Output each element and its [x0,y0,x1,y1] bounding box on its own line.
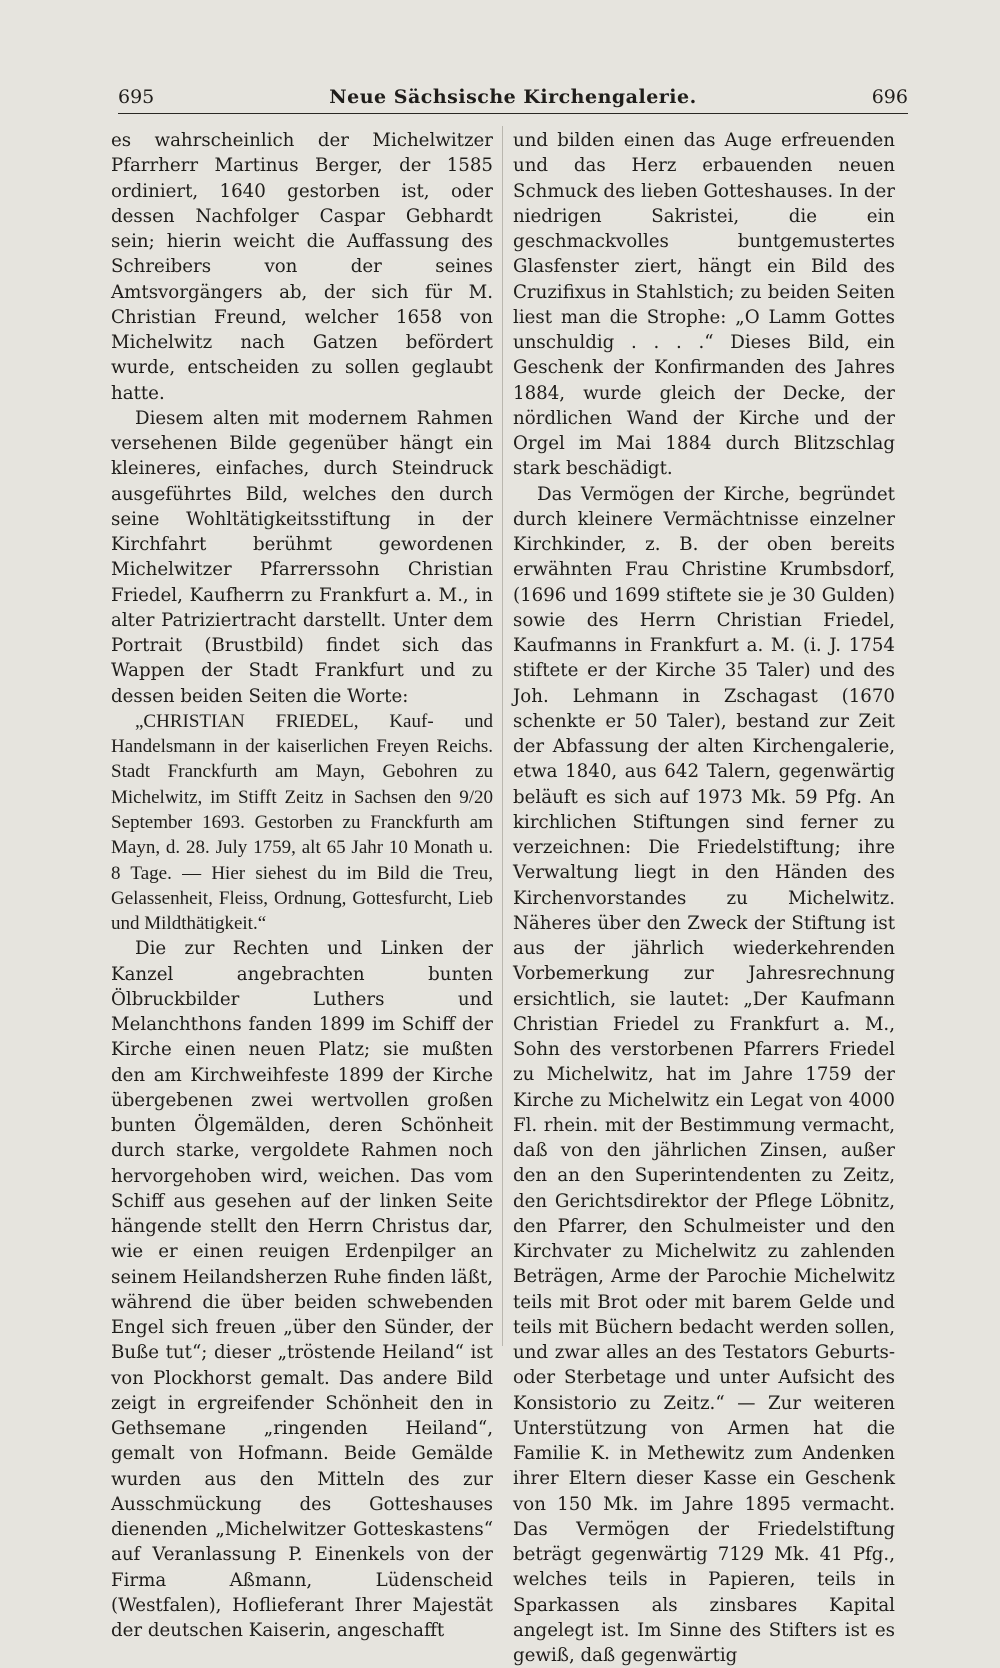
page-number-left: 695 [118,86,154,108]
right-paragraph-1: und bilden einen das Auge erfreuenden und das Herz erbauenden neuen Schmuck des lieben Gotteshauses. In der niedrigen Sakristei, die ein geschmackvolles buntgemustertes Glasfenster ziert, hängt ein Bild des Cruzifixus in Stahlstich; zu beiden Seiten liest man die Strophe: „O Lamm Gottes unschuldig . . . .“ Dieses Bild, ein Geschenk der Konfirmanden des Jahres 1884, wurde gleich der Decke, der nördlichen Wand der Kirche und der Orgel im Mai 1884 durch Blitzschlag stark beschädigt. [513,128,895,482]
right-column [513,128,895,1668]
left-paragraph-3: Die zur Rechten und Linken der Kanzel angebrachten bunten Ölbruckbilder Luthers und Melanchthons fanden 1899 im Schiff der Kirche einen neuen Platz; sie mußten den am Kirchweihfeste 1899 der Kirche übergebenen zwei wertvollen großen bunten Ölgemälden, deren Schönheit durch starke, vergoldete Rahmen noch hervorgehoben wird, weichen. Das vom Schiff aus gesehen auf der linken Seite hängende stellt den Herrn Christus dar, wie er einen reuigen Erdenpilger an seinem Heilandsherzen Ruhe finden läßt, während die über beiden schwebenden Engel sich freuen „über den Sünder, der Buße tut“; dieser „tröstende Heiland“ ist von Plockhorst gemalt. Das andere Bild zeigt in ergreifender Schönheit den in Gethsemane „ringenden Heiland“, gemalt von Hofmann. Beide Gemälde wurden aus den Mitteln des zur Ausschmückung des Gotteshauses dienenden „Michelwitzer Gotteskastens“ auf Veranlassung P. Einenkels von der Firma Aßmann, Lüdenscheid (Westfalen), Hoflieferant Ihrer Majestät der deutschen Kaiserin, angeschafft [111,936,493,1643]
running-title: Neue Sächsische Kirchengalerie. [329,86,696,108]
header-rule [118,113,908,114]
portrait-inscription-quote: „CHRISTIAN FRIEDEL, Kauf- und Handelsmann in der kaiserlichen Freyen Reichs. Stadt Franckfurth am Mayn, Gebohren zu Michelwitz, im Stifft Zeitz in Sachsen den 9/20 September 1693. Gestorben zu Franckfurth am Mayn, d. 28. July 1759, alt 65 Jahr 10 Monath u. 8 Tage. — Hier siehest du im Bild die Treu, Gelassenheit, Fleiss, Ordnung, Gottesfurcht, Lieb und Mildthätigkeit.“ [111,709,493,937]
left-paragraph-1: es wahrscheinlich der Michelwitzer Pfarrherr Martinus Berger, der 1585 ordiniert, 1640 gestorben ist, oder dessen Nachfolger Caspar Gebhardt sein; hierin weicht die Auffassung des Schreibers von der seines Amtsvorgängers ab, der sich für M. Christian Freund, welcher 1658 von Michelwitz nach Gatzen befördert wurde, entscheiden zu sollen geglaubt hatte. [111,128,493,406]
page-number-right: 696 [872,86,908,108]
left-column [111,128,493,1643]
column-divider [502,126,503,1346]
right-paragraph-2: Das Vermögen der Kirche, begründet durch kleinere Vermächtnisse einzelner Kirchkinder, z. B. der oben bereits erwähnten Frau Christine Krumbsdorf, (1696 und 1699 stiftete sie je 30 Gulden) sowie des Herrn Christian Friedel, Kaufmanns in Frankfurt a. M. (i. J. 1754 stiftete er der Kirche 35 Taler) und des Joh. Lehmann in Zschagast (1670 schenkte er 50 Taler), bestand zur Zeit der Abfassung der alten Kirchengalerie, etwa 1840, aus 642 Talern, gegenwärtig beläuft es sich auf 1973 Mk. 59 Pfg. An kirchlichen Stiftungen sind ferner zu verzeichnen: Die Friedelstiftung; ihre Verwaltung liegt in den Händen des Kirchenvorstandes zu Michelwitz. Näheres über den Zweck der Stiftung ist aus der jährlich wiederkehrenden Vorbemerkung zur Jahresrechnung ersichtlich, sie lautet: „Der Kaufmann Christian Friedel zu Frankfurt a. M., Sohn des verstorbenen Pfarrers Friedel zu Michelwitz, hat im Jahre 1759 der Kirche zu Michelwitz ein Legat von 4000 Fl. rhein. mit der Bestimmung vermacht, daß von den jährlichen Zinsen, außer den an den Superintendenten zu Zeitz, den Gerichtsdirektor der Pflege Löbnitz, den Pfarrer, den Schulmeister und den Kirchvater zu Michelwitz zu zahlenden Beträgen, Arme der Parochie Michelwitz teils mit Brot oder mit barem Gelde und teils mit Büchern bedacht werden sollen, und zwar alles an des Testators Geburts- oder Sterbetage und unter Aufsicht des Konsistorio zu Zeitz.“ — Zur weiteren Unterstützung von Armen hat die Familie K. in Methewitz zum Andenken ihrer Eltern dieser Kasse ein Geschenk von 150 Mk. im Jahre 1895 vermacht. Das Vermögen der Friedelstiftung beträgt gegenwärtig 7129 Mk. 41 Pfg., welches teils in Papieren, teils in Sparkassen als zinsbares Kapital angelegt ist. Im Sinne des Stifters ist es gewiß, daß gegenwärtig [513,482,895,1668]
left-paragraph-2: Diesem alten mit modernem Rahmen versehenen Bilde gegenüber hängt ein kleineres, einfaches, durch Steindruck ausgeführtes Bild, welches den durch seine Wohltätigkeitsstiftung in der Kirchfahrt berühmt gewordenen Michelwitzer Pfarrerssohn Christian Friedel, Kaufherrn zu Frankfurt a. M., in alter Patriziertracht darstellt. Unter dem Portrait (Brustbild) findet sich das Wappen der Stadt Frankfurt und zu dessen beiden Seiten die Worte: [111,406,493,709]
running-header [118,86,908,108]
